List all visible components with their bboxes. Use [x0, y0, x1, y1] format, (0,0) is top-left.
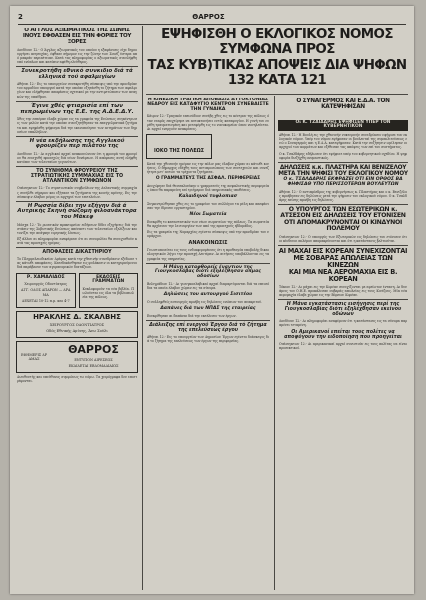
middle-column — [146, 98, 270, 590]
article-headline: Δαπάνες διά των ΝΠΑΣ της εταιρείας — [160, 306, 256, 312]
main-headline-line2: ΤΑΣ ΚΥΒ)ΤΙΚΑΣ ΑΠΟΨΕΙΣ ΔΙΑ ΨΗΦΩΝ 132 ΚΑΤΑ 121 — [147, 58, 407, 89]
newspaper-footer-ad — [16, 341, 138, 373]
article-body: Διευθυντής και υπεύθυνος συμφώνως τω νόμω. Τα χειρόγραφα δεν επιστρέφονται. — [17, 375, 137, 384]
article-body: Χθες την εσπέραν έλαβε χώραν εις τα γραφεία της Ενώσεως συγκέντρωσις των μελών κατά την οποίαν συνεζητήθησαν τα επαγγελματικά ζητήματα και εψηφίσθη ψήφισμα διά την ικανοποίησιν των αιτημάτων των δημοσίων υπαλλήλων. — [17, 117, 137, 134]
article-headline: Η Μάνη καταφθορείς έναντιον της Γιουγκοσλάβας διότι εξηλέζθησαν απμας οδοσίων — [154, 264, 261, 280]
section-box — [146, 134, 212, 159]
footer-label: ΕΦΗΜΕΡΙΣ ΔΡΑΜΑΣ — [21, 353, 47, 362]
article-headline: ΑΙ ΜΑΧΑΙ ΕΙΣ ΚΟΡΕΑΝ ΣΥΝΕΧΙΖΟΝΤΑΙ ΜΕ ΣΟΒΑΡΑΣ ΑΠΩΛΕΙΑΣ ΤΩΝ ΚΙΝΕΖΩΝ — [278, 246, 408, 269]
article-subheadline: Ο κ. ΤΣΑΛΔΑΡΗΣ ΕΚΦΡΑΖΕΙ ΟΤΙ ΕΙΝ ΟΡΘΟΣ ΒΑ ΦΗΦΙΣΑΘ ΥΠΟ ΠΕΡΙΣΣΟΤΕΡΩΝ ΒΟΥΛΕΥΤΩΝ — [283, 176, 403, 187]
article-headline: Η Μάνα εγκατάστασις εισήγησις περί της Γιουγκοσλαβίας διότι εξηλέχθησαν εκείνου οδώνων — [284, 301, 402, 317]
ad-body: Κυκλοφορούν τα νέα βιβλία. Πωλούνται εις όλα τα βιβλιοπωλεία της πόλεως. — [82, 286, 134, 299]
column-rule — [142, 26, 143, 590]
ad-line: Οδός Εθνικής Αμύνης, Άνω Σούλι — [46, 329, 108, 334]
column-rule — [274, 96, 275, 590]
left-column — [16, 28, 138, 590]
article-headline: ΔΗΛΩΣΕΙΣ κ.κ. ΠΛΑΣΤΗΡΑ ΚΑΙ ΒΕΝΙΖΕΛΟΥ ΜΕΤΑ ΤΗΝ ΨΗΦΙΣΙ ΤΟΥ ΕΚΛΟΓΙΚΟΥ ΝΟΜΟΥ — [278, 164, 408, 177]
article-headline: Η ΚΙΝΕΖΙΚΗ ΤΡΑΓΙΚΗ ΑΠΟΒΑΣΙΣ ΑΥΤΟΚΤΟΝΙΑΣ ΝΕΑΡΟΥ ΕΙΣ ΚΑΤΑΦΥΓΙΟ ΚΕΝΤΡΟΝ ΣΥΝΕΒΑΙΣΤΕ ΤΗΝ ΓΥΝΑΙΚΑ — [147, 98, 269, 112]
article-body: Αθήναι 12.- Εις το υπουργείον συνεκροτήθη σύσκεψις υπό την προεδρίαν του αρμοδίου υπουργού κατά την οποίαν εξητάσθη το ζήτημα των αφαλμιγίων και ελήφθησαν αποφάσεις σχετικαί με την αντιμετώπισιν των αναγκών της υπαίθρου. — [17, 82, 137, 99]
article-body: Εις τα γραφεία της Νομαρχίας εγένετο σύσκεψις υπό την προεδρίαν του νομάρχου. — [147, 229, 269, 238]
main-headline-line1: ΕΨΗΦΙΣΘΗ Ο ΕΚΛΟΓΙΚΟΣ ΝΟΜΟΣ ΣΥΜΦΩΝΑ ΠΡΟΣ — [161, 28, 393, 57]
ad-name: ΗΡΑΚΛΗΣ Δ. ΣΚΑΛΒΗΣ — [33, 312, 121, 321]
article-body: Λονδίνον 12.- Αι αγγλικαί αρχαί ανακοινώνουν ότι η φρουρά του φρουρίου θα ενισχυθή προσεχώς διά νέων δυνάμεων. Η απόφασις αυτή ελήφθη κατόπιν των τελευταίων γεγονότων. — [17, 152, 137, 165]
article-body: Ουάσιγκτων 12.- Ο υπουργός των Εξωτερικών εις δηλώσεις του ετόνισεν ότι οι κίνδυνοι πολέμου απομακρύνονται και ότι η κατάστασις βελτιούται. — [279, 234, 407, 243]
article-body: Ενεκρίθησαν αι δαπάναι διά την εκτέλεσιν των έργων. — [147, 313, 237, 318]
article-headline: Καλαιδηνοί τυφλοπιασ — [178, 193, 238, 199]
article-body: Κάιρον 12.- Τραγικόν επεισόδιον συνέβη χθες εις το κέντρον της πόλεως όταν νεαρός επεχείρησε να αυτοκτονήσει εντός καταφυγίου. Η γυνή του ευρέθη τραυματισμένη και μετεφέρθη εις το νοσοκομείον όπου νοσηλεύεται. Αι αρχαί ενεργούν ανακρίσεις. — [147, 114, 269, 131]
article-headline: Ο ΣΥΝΑΓΕΡΜΟΣ ΚΑΙ Ε.Δ.Α. ΤΟΝ ΚΑΤΕΨΗΦΙΣΑΝ — [296, 98, 390, 111]
article-headline: ΤΟ ΣΥΝΗΘΜΑ ΦΡΟΥΡΕΙΟΥ ΤΗΣ ΣΤΡΑΤΙΩΤΙΚΗΣ ΣΥΜΜΑΧΙΑΣ ΕΙΣ ΤΟ ΑΤΛΑΝΤΙΚΟΝ ΣΥΜΦΩΝΟΝ — [30, 169, 124, 185]
article-body: Συγκεντρώθησαν χθες εις το γραφείον του συλλόγου τα μέλη και απεφάσισαν την ίδρυσιν εργαστηρίου. — [147, 201, 269, 210]
article-body: Λονδίνον 12.- Αι πληροφορίαι αναφέρουν ότι η κατάστασις εις τα σύνορα παραμένει τεταμένη. — [279, 318, 407, 328]
article-body: Το Πλημμελειοδικείον Δράμας κατά την χθεσινήν συνεδρίασιν εξέδωσε τας κάτωθι αποφάσεις. Κατεδικάσθησαν εις φυλάκισιν οι κατηγορούμενοι διά παράβασιν των αγορανομικών διατάξεων. — [17, 257, 137, 270]
right-column — [278, 98, 408, 590]
article-headline: Δηλώσεις του αυτουργού Σισιτέου — [163, 292, 253, 298]
article-body: Εξ άλλου αι πληροφορίαι αναφέρουν ότι αι συνομιλίαι θα συνεχισθούν κατά τας προσεχείς ημέρας. — [17, 237, 137, 246]
article-body: Αθήναι 12.- Εις το υπουργείον των Δημοσίων Έργων εγένετο διάσκεψις διά το ζήτημα της επελεύσεως των έργων της περιφερείας. — [147, 335, 269, 344]
article-headline: Διάλειξης επί ενεργού Έργου διά τό ζήτημα της επελεύσεως έργου — [149, 323, 267, 334]
page-number: 2 — [18, 13, 23, 21]
article-headline: Ο ΑΓΓΛΟΣ ΑΞΙΩΜΑΤΙΚΟΣ ΤΗΣ ΣΩΝΗΣ ΙΝΟΥΣ ΕΦΘΑΣΕΝ ΕΙΣ ΤΗΝ ΦΟΡΙΕΣ ΤΟΥ ΞΟΡΕΣ — [22, 28, 132, 45]
ad-line: Χειρουργός Οδοντίατρος — [24, 282, 68, 287]
article-body: Ανεχώρησε διά Θεσσαλονίκην ο γραμματεύς της ασφαλιστικής περιφερείας όπου θα παραμείνη επί τριήμερον διά υπηρεσιακάς υποθέσεις. — [147, 183, 269, 192]
footer-line: ΕΚΔΙΔΕΤΑΙ ΕΒΔΟΜΑΔΙΑΙΩΣ — [68, 363, 119, 368]
article-subheadline: ΚΑΙ ΜΙΑ ΝΕΑ ΑΕΡΟΜΑΧΙΑ ΕΙΣ Β. ΚΟΡΕΑΝ — [288, 267, 398, 283]
ad-line: ΔΕΧΕΤΑΙ 10-12 π.μ. και 4-7 — [21, 298, 70, 303]
article-headline: Ο ΥΠΟΥΡΓΟΣ ΤΩΝ ΕΣΩΤΕΡΙΚΩΝ κ. ΑΤΣΕΣΟΝ ΕΙΣ ΔΗΛΩΣΕΙΣ ΤΟΥ ΕΤΟΝΙΣΕΝ ΟΤΙ ΑΠΟΜΑΚΡΥΝΟΝΤΑΙ ΟΙ ΚΙΝΔΥΝΟΙ ΠΟΛΕΜΟΥ — [280, 205, 406, 233]
article-headline: Έγινε χθές φτιαρισία επί των πεπρωμένων της Ε.Ε. της Α.Δ.Ε.Δ.Υ. — [20, 102, 134, 115]
ad-line: ΑΓΓ. ΟΔΟΣ ΑΠΑΡΩΝ — ΔΡΑΜΑ — [21, 288, 71, 297]
footer-line: ΕΝΤΥΠΟΝ ΑΙΡΕΣΕΩΣ — [74, 357, 113, 362]
ad-line: ΧΕΙΡΟΥΡΓΟΣ ΟΔΟΝΤΙΑΤΡΟΣ — [49, 323, 105, 328]
article-subheadline: Οι Κ. ΤΖΑΙΔΑΡΗΣ ΕΨΗΦΙΣΕΝ ΥΠΕΡ ΤΟΝ ΚΥΒΕΡΝΗΤΙΚΟΝ — [278, 120, 408, 131]
article-body: Ενεκρίθη το καταστατικόν των νέων σωματείων της πόλεως. Τα σωματεία θα αρχίσουν την λειτουργίαν των από της προσεχούς εβδομάδος. — [147, 219, 269, 228]
article-body: Μόσχα 12.- Το ρωσσικόν πρακτορείον ειδήσεων δίδει εξηγήσεις διά την στάσιν της Σοβιετικής Ενώσεως απέναντι των τελευταίων εξελίξεων και τονίζει την ανάγκην ειρηνικής λύσεως. — [17, 222, 137, 235]
article-headline: ΑΝΑΚΟΙΝΩΣΙΣ — [188, 240, 228, 247]
article-headline: Η Ρωσσία δίδει την εξήγην διά ά Αυτρικής Σκηνή σώζομη φιλοανάκτορα του Μάκεφ — [17, 202, 137, 221]
article-body: Βελιγράδιον 12.- Αι γιουγκοσλαβικαί αρχαί διαμαρτύρονται διά τα επεισόδια τα οποία έλαβον χώραν εις τα σύνορα. — [147, 282, 269, 291]
article-body: Αθήναι 12.- Η Βουλή εις την χθεσινήν νυκτερινήν συνεδρίασιν εψήφισε τον εκλογικόν νόμον. Υπέρ του νόμου εψήφισαν οι βουλευταί της συμπολιτεύσεως ενώ ο Συναγερμός και η Ε.Δ.Α. κατεψήφισαν. Κατά την συζήτησιν ωμίλησαν οι αρχηγοί των κομμάτων και εξέθεσαν τας απόψεις των επί του συστήματος. — [279, 133, 407, 150]
article-body: Ουάσιγκτων 12.- Αι αμερικανικαί αρχαί συνιστούν εις τους πολίτας να είναι προσεκτικοί. — [279, 342, 407, 351]
newspaper-title: ΘΑΡΡΟΣ — [192, 13, 225, 21]
article-headline: Συνεκροτήθη εθνικό συνκιδιο διά τά ελληνικά τού αφαλμιγίων — [21, 67, 133, 80]
footer-brand: ΘΑΡΡΟΣ — [68, 343, 119, 357]
article-body: Ο κ. Τσαλδάρης εδήλωσεν ότι εψήφισε υπέρ του κυβερνητικού σχεδίου. Η ψηφοφορία διεξήχθη ονομαστικώς. — [279, 151, 407, 160]
advertisement — [16, 273, 76, 308]
article-body: Αθήναι 12.- Ο αντιπρόεδρος της κυβερνήσεως κ. Πλαστήρας και ο κ. Βενιζέλος προέβησαν εις δηλώσεις μετά την ψήφισιν του εκλογικού νόμου. Ο κ. Τσαλδάρης επίσης προέβη εις δηλώσεις. — [279, 189, 407, 202]
advertisement — [79, 273, 139, 308]
article-headline: Νέοι Σωματεία — [189, 211, 227, 217]
masthead — [18, 10, 406, 25]
article-body: Ο συλληφθείς αυτουργός προέβη εις δηλώσεις ενώπιον του ανακριτού. — [147, 300, 263, 305]
article-body: Λονδίνον 12.- Ο Άγγλος αξιωματικός του οποίου η εξαφάνισις είχε δημιουργήσει ανησυχίας, έφθασε σήμερον εις την ζώνην των Σουέζ ύστερα από μακράν περιπέτειαν. Κατά τας πληροφορίας ο αξιωματικός συνελήφθη υπό ενόπλων και κατόπιν αφέθη ελεύθερος. — [17, 47, 137, 64]
article-headline: Ο ΓΡΑΜΜΑΤΕΥΣ ΤΗΣ ΑΣΦΑΛ. ΠΕΡΙΦΕΡΕΙΑΣ — [155, 176, 261, 182]
ad-name: ΕΚΔΟΣΕΙΣ ΓΡΑΜΜΑΤΩΝ — [92, 274, 125, 285]
article-headline: Η νέα εκδήλωσης της Αγγλικού φρουρίζεν περ πιλάτου της — [29, 137, 125, 150]
article-body: Ουάσιγκτων 12.- Το στρατιωτικόν συμβούλιον της Ατλαντικής συμμαχίας συνήλθε σήμερον και εξήτασε τα ζητήματα της κοινής αμύνης. Εις την σύσκεψιν έλαβον μέρος οι αρχηγοί των επιτελείων. — [17, 186, 137, 199]
newspaper-page — [10, 6, 414, 594]
advertisement — [16, 311, 138, 339]
article-headline: Οι Αμερικανοί επείται τους πολίτες να αποφύγουν την ειδοποίηση που προηγείται — [284, 330, 402, 341]
main-headline-block — [146, 28, 408, 94]
article-headline: ΑΠΟΦΑΣΕΙΣ ΔΙΚΑΣΤΗΡΙΟΥ — [42, 250, 112, 256]
ad-name: Ρ. ΧΑΜΑΛΙΔΟΣ — [26, 274, 65, 280]
section-title: ΙΟΚΟ ΤΗΣ ΠΟΛΕΩΣ — [154, 148, 204, 154]
article-body: Τόκιον 12.- Αι μάχαι εις την Κορέαν συνεχίζονται με αμείωτον ένταση. Αι δυνάμεις του Ο.Η.Ε. προκάλεσαν σοβαράς απωλείας εις τους Κινέζους. Μία νέα αερομαχία έλαβε χώραν εις την Βόρειον Κορέαν. — [279, 284, 407, 297]
article-body: Γνωστοποιείται εις τους ενδιαφερομένους ότι η προθεσμία υποβολής δικαιολογητικών λήγει την προσεχή Δευτέραν. Αι αιτήσεις υποβάλλονται εις τα γραφεία της υπηρεσίας. — [147, 248, 269, 261]
article-body: Κατά την χθεσινήν ημέραν εις την πόλιν μας έλαβον χώραν αι κάτωθι κινήσεις. Ο δήμαρχος εδέχθη τους αντιπροσώπους των συντεχνιών και συνεζήτησε μετ' αυτών τα τρέχοντα ζητήματα. — [147, 161, 269, 174]
